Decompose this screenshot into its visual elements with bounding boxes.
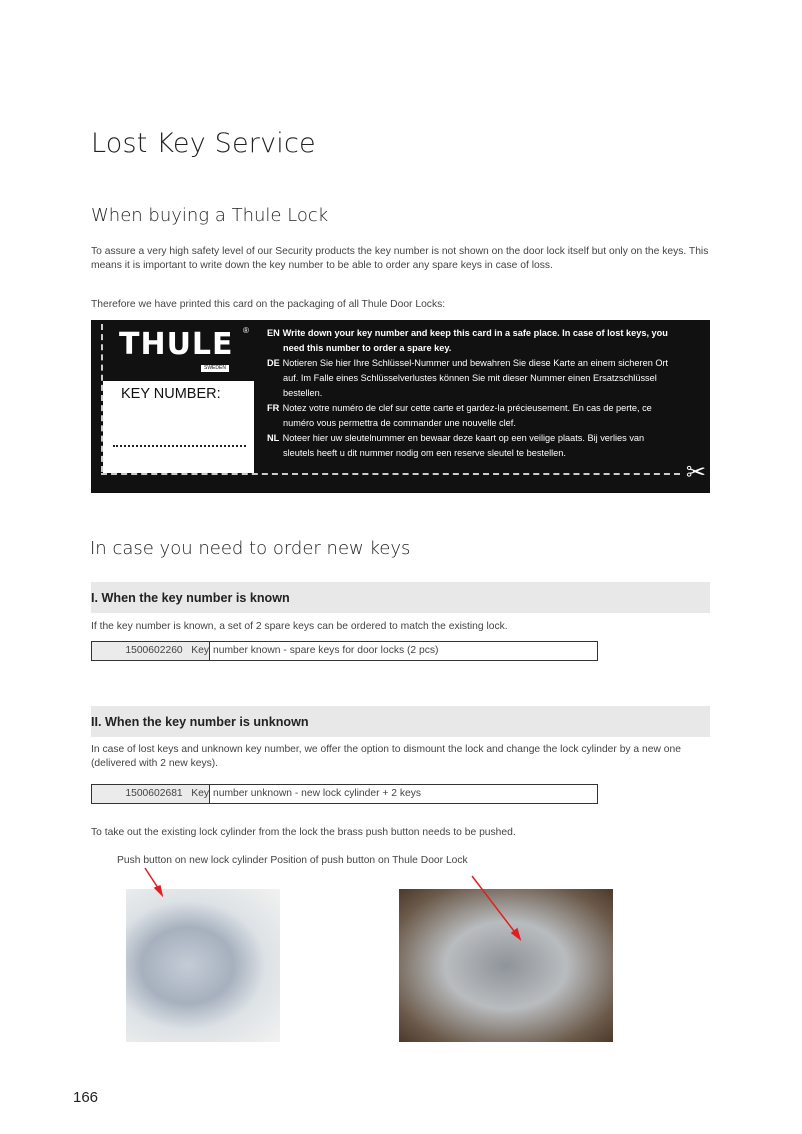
page-number: 166 [73,1089,99,1106]
card-line-text: Notieren Sie hier Ihre Schlüssel-Nummer und bewahren Sie diese Karte an einem sicheren Ort auf. Im Falle eines Schlüsselverlustes können Sie mit dieser Nummer einen Ersatzschlüssel bestellen. [282,358,669,398]
arrow-head [155,886,162,895]
product-description: number known - spare keys for door locks (2 pcs) [213,645,439,656]
paragraph: If the key number is known, a set of 2 spare keys can be ordered to match the existing lock. [91,621,508,632]
registered-mark: ® [243,326,249,335]
logo-sub: SWEDEN [201,365,229,372]
thule-logo: THULE [119,327,234,362]
section-heading: When buying a Thule Lock [91,205,329,226]
desc-prefix: Key [191,788,209,799]
paragraph: To take out the existing lock cylinder from the lock the brass push button needs to be pushed. [91,827,516,838]
image-caption: Push button on new lock cylinder Position of push button on Thule Door Lock [117,855,468,866]
language-code: FR [267,403,280,413]
card-line-text: Noteer hier uw sleutelnummer en bewaar deze kaart op een veilige plaats. Bij verlies van sleutels heeft u dit nummer nodig om een reserve sleutel te bestellen. [282,433,645,458]
scissors-icon: ✂ [685,459,706,486]
subsection-heading-known: I. When the key number is known [91,582,710,613]
key-number-label: KEY NUMBER: [121,386,221,402]
product-number: 1500602681 [125,788,183,799]
language-code: DE [267,358,280,368]
paragraph: In case of lost keys and unknown key number, we offer the option to dismount the lock and change the lock cylinder by a new one (delivered with 2 new keys). [91,744,681,769]
paragraph: To assure a very high safety level of our Security products the key number is not shown on the door lock itself but only on the keys. This means it is important to write down the key number to be able to order any spare keys in case of loss. [91,246,709,271]
subsection-heading-unknown: II. When the key number is unknown [91,706,710,737]
section-heading: In case you need to order new keys [90,538,411,559]
card-line-text: Write down your key number and keep this card in a safe place. In case of lost keys, you need this number to order a spare key. [282,328,668,353]
language-code: NL [267,433,280,443]
product-number: 1500602260 [125,645,183,656]
language-code: EN [267,328,280,338]
red-arrow [472,876,517,935]
paragraph: Therefore we have printed this card on the packaging of all Thule Door Locks: [91,299,446,310]
desc-prefix: Key [191,645,209,656]
card-line-text: Notez votre numéro de clef sur cette carte et gardez-la précieusement. En cas de perte, ce numéro vous permettra de commander une nouvelle clef. [282,403,652,428]
product-description: number unknown - new lock cylinder + 2 keys [213,788,422,799]
page-title: Lost Key Service [91,128,316,159]
